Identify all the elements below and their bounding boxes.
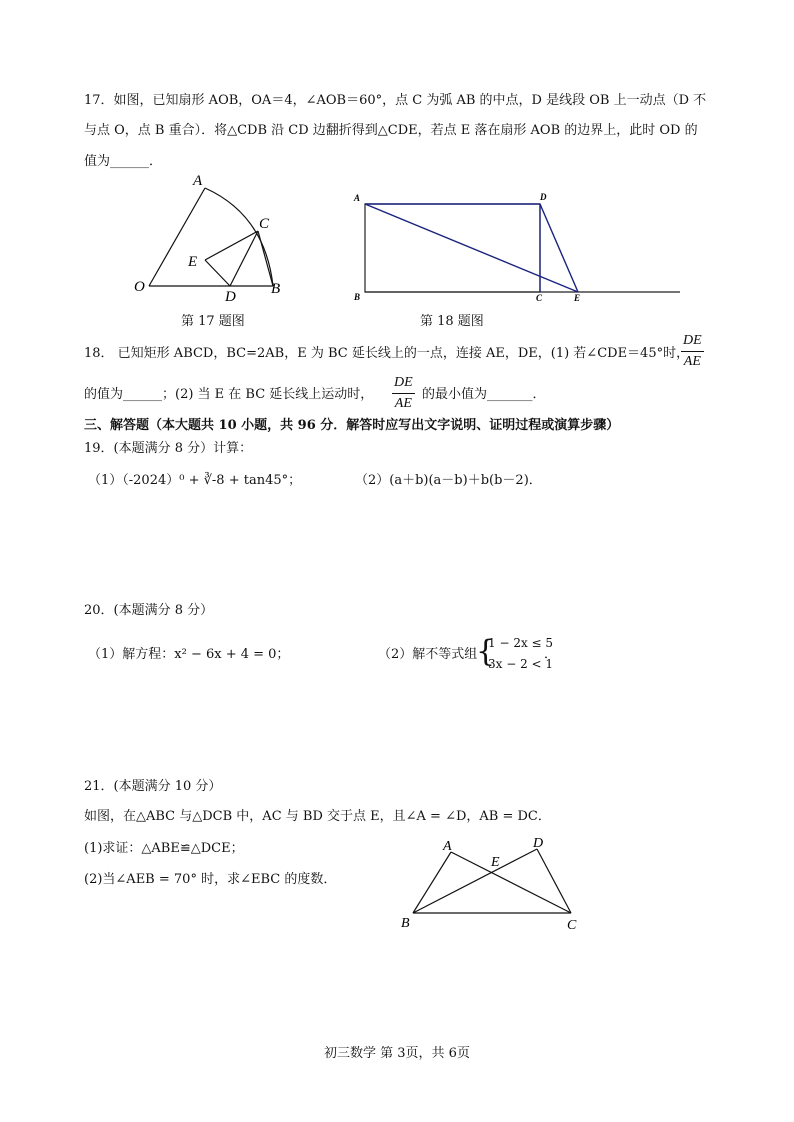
q18-fraction-1 — [681, 333, 704, 370]
fig21-label-A: A — [443, 839, 452, 854]
q20-header: 20．(本题满分 8 分） — [84, 603, 214, 618]
fig17-label-C: C — [259, 216, 270, 232]
q18-frac1-num: DE — [683, 333, 702, 348]
q20-ineq1: 1 − 2x ≤ 5 — [488, 636, 554, 650]
fig17-label-E: E — [188, 254, 198, 270]
figure-21 — [395, 835, 595, 935]
q18-frac1-den: AE — [683, 354, 701, 369]
q19-part2: （2）(a＋b)(a－b)＋b(b－2)． — [355, 473, 542, 488]
fig18-label-B: B — [354, 292, 361, 302]
q17-line3: 值为______． — [84, 154, 163, 169]
q21-header: 21．(本题满分 10 分） — [84, 779, 222, 794]
fig18-label-A: A — [354, 193, 361, 203]
fig21-label-D: D — [533, 836, 544, 851]
q17-line1: 17．如图，已知扇形 AOB，OA＝4，∠AOB＝60°，点 C 为弧 AB 的中点，D 是线段 OB 上一动点（D 不 — [84, 93, 707, 108]
q21-stem: 如图，在△ABC 与△DCB 中，AC 与 BD 交于点 E，且∠A = ∠D，AB = DC． — [84, 809, 551, 824]
section3-title: 三、解答题（本大题共 10 小题，共 96 分．解答时应写出文字说明、证明过程或演算步骤） — [84, 418, 620, 433]
fig17-label-O: O — [134, 279, 145, 295]
q18-line1: 18． 已知矩形 ABCD，BC=2AB，E 为 BC 延长线上的一点，连接 AE，DE，(1) 若∠CDE＝45°时， — [84, 346, 690, 361]
q17-caption: 第 17 题图 — [181, 314, 245, 329]
q17-line2: 与点 O，点 B 重合）．将△CDB 沿 CD 边翻折得到△CDE，若点 E 落在扇形 AOB 的边界上，此时 OD 的 — [84, 123, 698, 138]
fig18-label-D: D — [540, 192, 547, 202]
fig18-label-E: E — [574, 293, 581, 303]
page-footer: 初三数学 第 3页，共 6页 — [324, 1046, 470, 1061]
q18-caption: 第 18 题图 — [420, 314, 484, 329]
fig17-label-A: A — [193, 173, 203, 189]
q19-header: 19．(本题满分 8 分）计算： — [84, 441, 253, 456]
fig21-label-B: B — [401, 916, 410, 931]
q20-brace: { — [476, 634, 496, 669]
fig18-label-C: C — [536, 293, 543, 303]
q20-part2-prefix: （2）解不等式组 — [378, 647, 478, 662]
fig17-label-B: B — [271, 281, 281, 297]
q21-part2: (2)当∠AEB = 70° 时，求∠EBC 的度数． — [84, 872, 337, 887]
q18-line2a: 的值为______；(2) 当 E 在 BC 延长线上运动时， — [84, 387, 374, 402]
fig21-label-C: C — [567, 918, 577, 933]
fig21-label-E: E — [491, 855, 500, 870]
fig17-label-D: D — [225, 289, 236, 305]
q18-line2b: 的最小值为_______． — [422, 387, 546, 402]
q20-ineq2: 3x − 2 < 1 — [488, 657, 554, 671]
q18-fraction-2 — [392, 375, 415, 412]
q18-frac2-num: DE — [394, 375, 413, 390]
figure-17 — [125, 165, 295, 305]
q19-part1: （1）（-2024）⁰ + ∛-8 + tan45°； — [88, 473, 302, 488]
q21-part1: (1)求证：△ABE≌△DCE； — [84, 841, 244, 856]
q18-frac2-den: AE — [394, 396, 412, 411]
figure-18 — [348, 188, 688, 308]
q20-suffix: ． — [544, 647, 558, 662]
q20-part1: （1）解方程：x² − 6x + 4 = 0； — [88, 647, 290, 662]
